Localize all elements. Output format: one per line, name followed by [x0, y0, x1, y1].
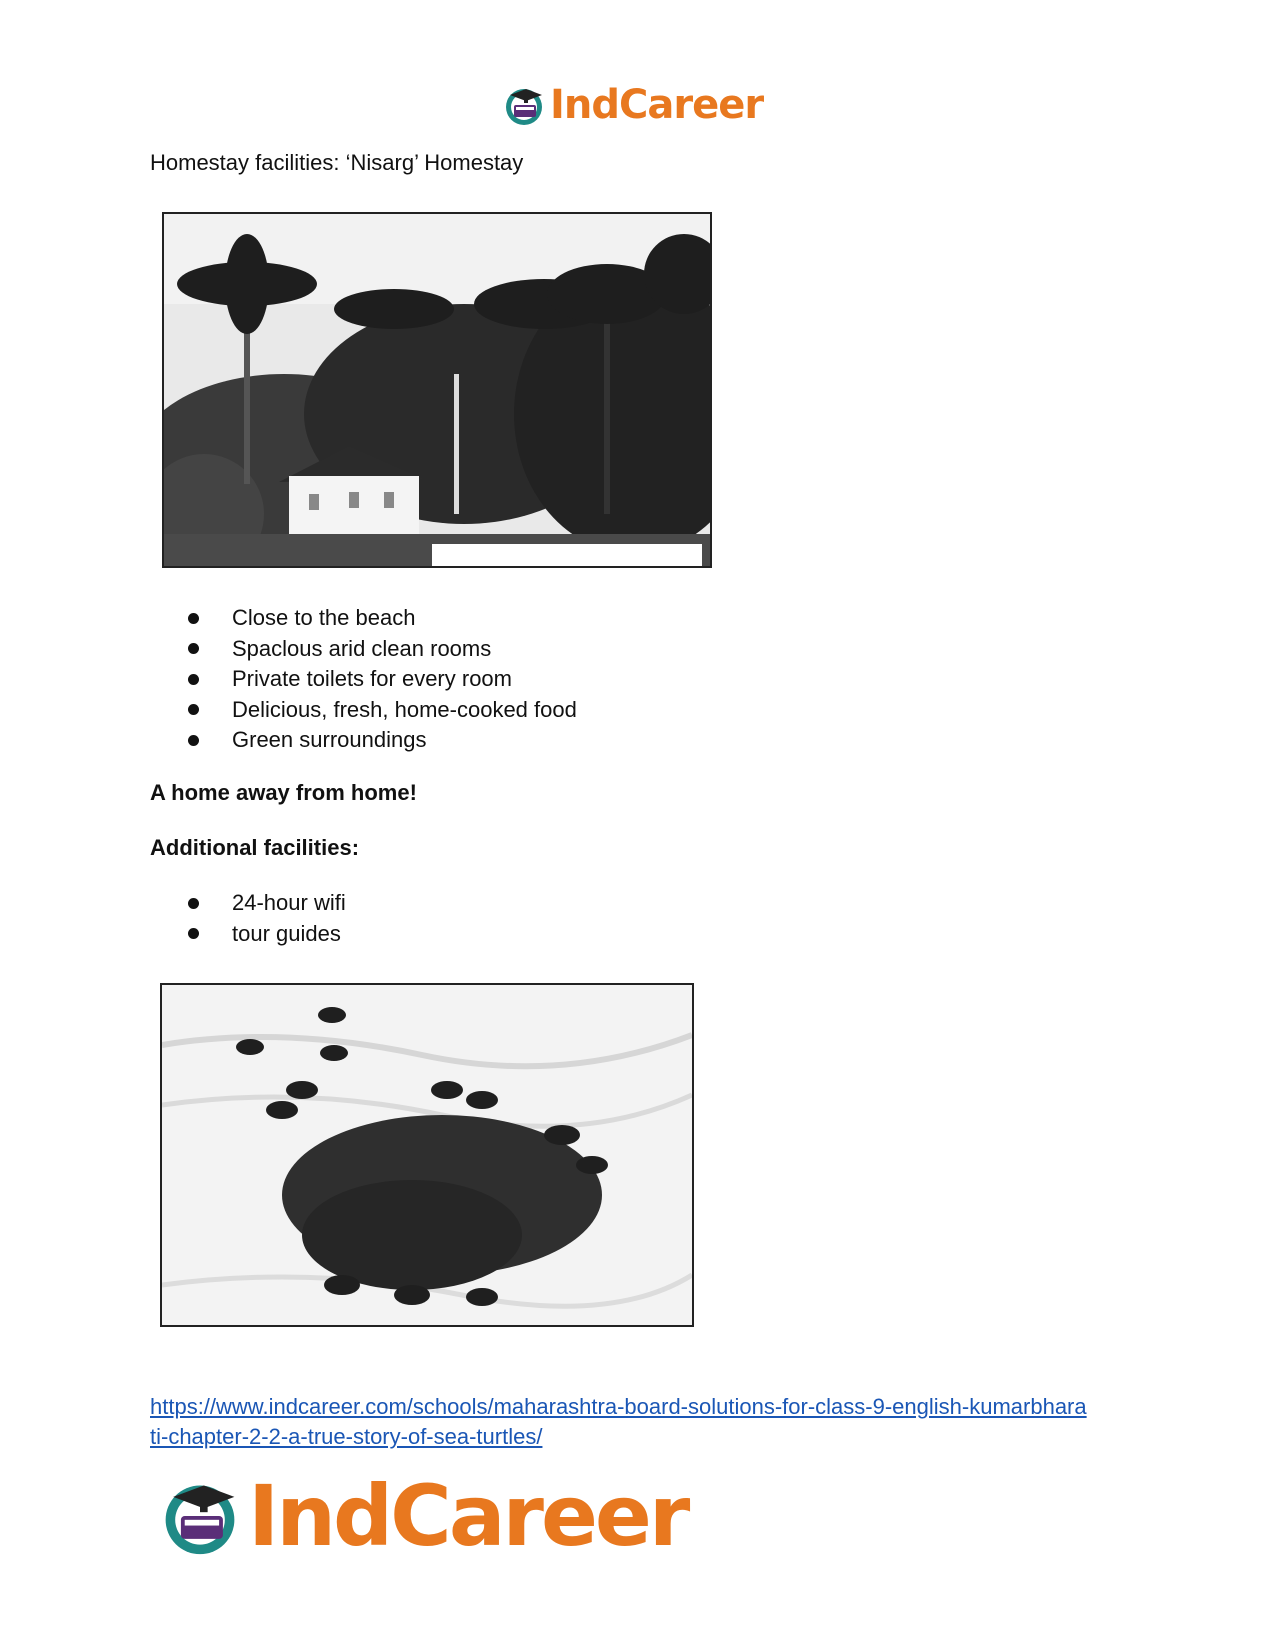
bullet-icon: [188, 643, 199, 654]
graduation-cap-book-icon: [158, 1474, 242, 1558]
bullet-icon: [188, 928, 199, 939]
list-item: Spaclous arid clean rooms: [182, 634, 577, 665]
logo-wordmark: IndCareer: [550, 82, 764, 128]
bullet-icon: [188, 704, 199, 715]
list-item: Private toilets for every room: [182, 664, 577, 695]
sea-turtles-photo: [160, 983, 694, 1327]
source-link-line-2[interactable]: ti-chapter-2-2-a-true-story-of-sea-turtles/: [150, 1424, 543, 1449]
additional-facilities-heading: Additional facilities:: [150, 835, 360, 860]
graduation-cap-book-icon: [502, 83, 546, 127]
bullet-icon: [188, 898, 199, 909]
additional-facilities-list: [182, 888, 346, 949]
list-item: Delicious, fresh, home-cooked food: [182, 695, 577, 726]
bullet-icon: [188, 613, 199, 624]
homestay-photo: [162, 212, 712, 568]
list-item: Close to the beach: [182, 603, 577, 634]
indcareer-logo-top: [502, 78, 778, 132]
source-link[interactable]: [150, 1392, 1130, 1452]
bullet-icon: [188, 735, 199, 746]
page-heading: Homestay facilities: ‘Nisarg’ Homestay: [150, 150, 524, 175]
list-item: tour guides: [182, 919, 346, 950]
tagline: A home away from home!: [150, 780, 417, 805]
list-item: 24-hour wifi: [182, 888, 346, 919]
source-link-line-1[interactable]: https://www.indcareer.com/schools/maharashtra-board-solutions-for-class-9-english-kumarbhara: [150, 1394, 1087, 1419]
bullet-icon: [188, 674, 199, 685]
list-item: Green surroundings: [182, 725, 577, 756]
indcareer-logo-bottom: [158, 1467, 708, 1565]
logo-wordmark: IndCareer: [248, 1467, 688, 1565]
facilities-list: [182, 603, 577, 756]
